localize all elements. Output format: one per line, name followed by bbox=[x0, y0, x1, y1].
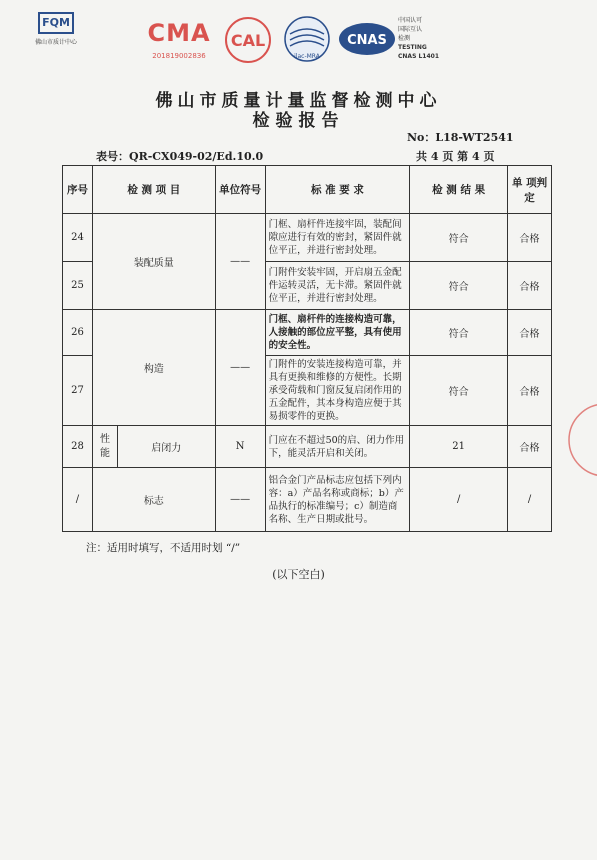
page-indicator: 共 4 页 第 4 页 bbox=[416, 150, 495, 163]
result-cell: 符合 bbox=[410, 356, 508, 426]
seal-stamp-icon bbox=[560, 400, 597, 480]
requirement-cell: 门框、扇杆件连接牢固，装配间隙应进行有效的密封，紧固件就位平正，并进行密封处理。 bbox=[265, 214, 410, 262]
inspection-table bbox=[62, 165, 552, 532]
header-result: 检 测 结 果 bbox=[410, 166, 508, 214]
seq-cell: 28 bbox=[63, 426, 93, 468]
result-cell: / bbox=[410, 468, 508, 532]
report-title: 检验报告 bbox=[252, 111, 345, 131]
fqm-logo-mark: FQM bbox=[38, 12, 74, 34]
category-cell: 性能 bbox=[92, 426, 117, 468]
cma-number: 2018190028З6 bbox=[152, 52, 206, 60]
fqm-caption: 佛山市质计中心 bbox=[34, 39, 77, 46]
blank-notice: (以下空白) bbox=[272, 568, 325, 581]
unit-cell: —— bbox=[215, 310, 265, 426]
report-number: No：L18-WT2541 bbox=[407, 131, 514, 144]
seq-cell: 27 bbox=[63, 356, 93, 426]
header-seq: 序号 bbox=[63, 166, 93, 214]
table-row bbox=[63, 310, 552, 356]
table-row bbox=[63, 426, 552, 468]
judgement-cell: 合格 bbox=[508, 310, 552, 356]
requirement-cell: 门应在不超过50的启、闭力作用下，能灵活开启和关闭。 bbox=[265, 426, 410, 468]
header-unit: 单位符号 bbox=[215, 166, 265, 214]
seq-cell: / bbox=[63, 468, 93, 532]
cal-logo-icon bbox=[222, 14, 274, 66]
footnote: 注：适用时填写，不适用时划 “/” bbox=[86, 542, 241, 554]
cal-mark: CAL bbox=[230, 31, 266, 50]
result-cell: 21 bbox=[410, 426, 508, 468]
seq-cell: 26 bbox=[63, 310, 93, 356]
judgement-cell: 合格 bbox=[508, 214, 552, 262]
item-cell: 标志 bbox=[92, 468, 215, 532]
cnas-text-block bbox=[398, 16, 439, 61]
fqm-logo bbox=[30, 12, 82, 46]
table-header-row bbox=[63, 166, 552, 214]
item-cell: 构造 bbox=[92, 310, 215, 426]
judgement-cell: 合格 bbox=[508, 356, 552, 426]
unit-cell: —— bbox=[215, 214, 265, 310]
ilac-mark: ilac-MRA bbox=[294, 53, 320, 60]
cma-mark: CMA bbox=[147, 19, 211, 47]
unit-cell: N bbox=[215, 426, 265, 468]
result-cell: 符合 bbox=[410, 262, 508, 310]
ilac-logo-icon bbox=[282, 14, 332, 64]
cnas-line: 检测 bbox=[398, 35, 411, 42]
cma-logo bbox=[144, 18, 214, 60]
cnas-line: CNAS L1401 bbox=[398, 53, 440, 60]
header-judgement: 单 项判 定 bbox=[508, 166, 552, 214]
seq-cell: 24 bbox=[63, 214, 93, 262]
requirement-cell: 门附件安装牢固，开启扇五金配件运转灵活，无卡滞。紧固件就位平正，并进行密封处理。 bbox=[265, 262, 410, 310]
cnas-logo bbox=[338, 22, 396, 60]
seq-cell: 25 bbox=[63, 262, 93, 310]
cnas-mark: CNAS bbox=[347, 33, 387, 48]
result-cell: 符合 bbox=[410, 310, 508, 356]
cnas-line: 国际互认 bbox=[398, 26, 423, 33]
cnas-badge-icon bbox=[338, 22, 396, 56]
form-number: 表号：QR-CX049-02/Ed.10.0 bbox=[96, 150, 264, 163]
table-row bbox=[63, 214, 552, 262]
header-requirement: 标 准 要 求 bbox=[265, 166, 410, 214]
header-item: 检 测 项 目 bbox=[92, 166, 215, 214]
result-cell: 符合 bbox=[410, 214, 508, 262]
judgement-cell: 合格 bbox=[508, 262, 552, 310]
judgement-cell: / bbox=[508, 468, 552, 532]
item-cell: 装配质量 bbox=[92, 214, 215, 310]
cnas-line: 中国认可 bbox=[398, 17, 423, 24]
table-row bbox=[63, 468, 552, 532]
org-title: 佛山市质量计量监督检测中心 bbox=[155, 91, 442, 111]
cnas-line: TESTING bbox=[398, 44, 427, 51]
item-cell: 启闭力 bbox=[117, 426, 215, 468]
requirement-cell: 门框、扇杆件的连接构造可靠，人接触的部位应平整，具有使用的安全性。 bbox=[265, 310, 410, 356]
requirement-cell: 铝合金门产品标志应包括下列内容：a）产品名称或商标；b）产品执行的标准编号；c）制造商名称、生产日期或批号。 bbox=[265, 468, 410, 532]
unit-cell: —— bbox=[215, 468, 265, 532]
judgement-cell: 合格 bbox=[508, 426, 552, 468]
requirement-cell: 门附件的安装连接构造可靠，并具有更换和维修的方便性。长期承受荷载和门窗反复启闭作用的五金配件，其本身构造应便于其易损零件的更换。 bbox=[265, 356, 410, 426]
